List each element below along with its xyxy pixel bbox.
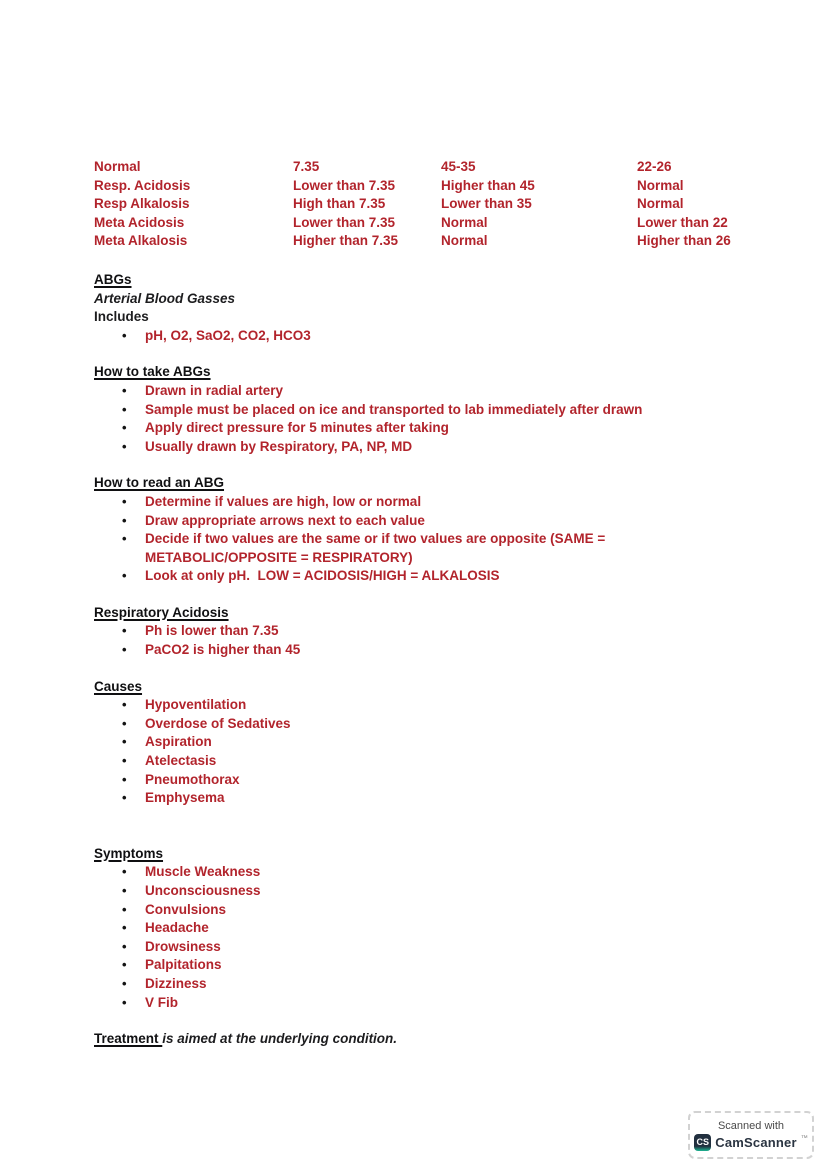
section-respiratory-acidosis (94, 604, 762, 660)
table-cell: 7.35 (293, 159, 320, 174)
list-item: • Atelectasis (94, 752, 762, 771)
list-item: • Look at only pH. LOW = ACIDOSIS/HIGH = ALKALOSIS (94, 567, 742, 586)
bullet-icon: • (122, 901, 127, 917)
table-cell: Normal (637, 196, 684, 212)
table-row (94, 177, 762, 196)
table-row (94, 195, 762, 214)
section-how-to-read-abg (94, 474, 762, 586)
table-cell: Lower than 7.35 (293, 214, 396, 230)
list-item: • Ph is lower than 7.35 (94, 622, 762, 641)
bullet-icon: • (122, 938, 127, 954)
section-heading-how-to-take: How to take ABGs (94, 364, 211, 380)
list-item: • Drawn in radial artery (94, 382, 762, 401)
section-treatment (94, 1030, 762, 1049)
table-cell: Higher than 26 (637, 233, 731, 249)
abgs-list (94, 327, 762, 346)
list-item: • V Fib (94, 994, 762, 1013)
section-heading-abgs: ABGs (94, 271, 132, 287)
list-item: • Overdose of Sedatives (94, 715, 762, 734)
table-cell: 45-35 (441, 159, 476, 174)
list-item: • Apply direct pressure for 5 minutes after taking (94, 419, 762, 438)
list-item: • Dizziness (94, 975, 762, 994)
table-cell: High than 7.35 (293, 196, 386, 212)
list-item: • Emphysema (94, 789, 762, 808)
bullet-icon: • (122, 957, 127, 973)
bullet-icon: • (122, 790, 127, 806)
abg-values-table (94, 158, 762, 251)
list-item: • Palpitations (94, 956, 762, 975)
table-cell: Higher than 7.35 (293, 233, 399, 249)
camscanner-watermark (688, 1111, 814, 1159)
table-cell: Resp. Acidosis (94, 177, 191, 193)
list-item: • Determine if values are high, low or normal (94, 493, 742, 512)
section-symptoms (94, 845, 762, 1012)
section-heading-respiratory-acidosis: Respiratory Acidosis (94, 604, 229, 620)
bullet-icon: • (122, 382, 127, 398)
section-heading-causes: Causes (94, 678, 143, 694)
list-item: • Convulsions (94, 901, 762, 920)
table-cell: Lower than 7.35 (293, 177, 396, 193)
table-cell: Resp Alkalosis (94, 196, 190, 212)
table-row (94, 232, 762, 251)
table-cell: 22-26 (637, 159, 672, 174)
scanned-with-label: Scanned with (717, 1119, 785, 1132)
list-item: • Decide if two values are the same or if two values are opposite (SAME = METABOLIC/OPPOSITE = RESPIRATORY) (122, 531, 610, 565)
table-cell: Meta Alkalosis (94, 233, 188, 249)
bullet-icon: • (122, 753, 127, 769)
list-item: • Headache (94, 919, 762, 938)
bullet-icon: • (122, 327, 127, 343)
bullet-icon: • (122, 697, 127, 713)
bullet-icon: • (122, 771, 127, 787)
section-causes (94, 678, 762, 808)
bullet-icon: • (122, 493, 127, 509)
document-content (94, 158, 762, 1049)
bullet-icon: • (122, 512, 127, 528)
camscanner-app-name: CamScanner (715, 1134, 797, 1150)
section-abgs (94, 271, 762, 345)
table-cell: Lower than 22 (637, 214, 728, 230)
list-item: • Pneumothorax (94, 771, 762, 790)
trademark-symbol: ™ (800, 1134, 808, 1142)
camscanner-brand-row (694, 1134, 807, 1151)
treatment-text: is aimed at the underlying condition. (162, 1031, 398, 1047)
respiratory-acidosis-list (94, 622, 762, 659)
abgs-includes-label: Includes (94, 309, 149, 325)
list-item: • PaCO2 is higher than 45 (94, 641, 762, 660)
bullet-icon: • (122, 420, 127, 436)
section-heading-symptoms: Symptoms (94, 845, 164, 861)
table-cell: Normal (441, 233, 488, 249)
table-cell: Lower than 35 (441, 196, 532, 212)
bullet-icon: • (122, 623, 127, 639)
list-item: • pH, O2, SaO2, CO2, HCO3 (94, 327, 762, 346)
table-cell: Higher than 45 (441, 177, 535, 193)
bullet-icon: • (122, 734, 127, 750)
table-cell: Normal (637, 177, 684, 193)
list-item: • Unconsciousness (94, 882, 762, 901)
list-item: • Aspiration (94, 733, 762, 752)
table-row (94, 158, 762, 177)
table-cell: Meta Acidosis (94, 214, 185, 230)
how-to-read-list (94, 493, 742, 586)
bullet-icon: • (122, 994, 127, 1010)
list-item: • Hypoventilation (94, 696, 762, 715)
bullet-icon: • (122, 883, 127, 898)
bullet-icon: • (122, 438, 127, 454)
list-item: • Usually drawn by Respiratory, PA, NP, MD (94, 438, 762, 457)
bullet-icon: • (122, 568, 127, 584)
camscanner-logo-icon: CS (694, 1134, 711, 1151)
table-row (94, 214, 762, 233)
list-item: • Drowsiness (94, 938, 762, 957)
table-cell: Normal (441, 214, 488, 230)
section-how-to-take-abgs (94, 363, 762, 456)
bullet-icon: • (122, 920, 127, 936)
bullet-icon: • (122, 642, 127, 658)
bullet-icon: • (122, 715, 127, 731)
list-item: • Draw appropriate arrows next to each value (94, 512, 742, 531)
bullet-icon: • (122, 864, 127, 880)
bullet-icon: • (122, 531, 127, 547)
abgs-subtitle: Arterial Blood Gasses (94, 290, 236, 306)
bullet-icon: • (122, 401, 127, 417)
list-item: • Sample must be placed on ice and transported to lab immediately after drawn (94, 401, 762, 420)
table-cell: Normal (94, 159, 141, 174)
how-to-take-list (94, 382, 762, 456)
symptoms-list (94, 863, 762, 1012)
bullet-icon: • (122, 975, 127, 991)
section-heading-how-to-read: How to read an ABG (94, 475, 225, 491)
causes-list (94, 696, 762, 808)
list-item: • Muscle Weakness (94, 863, 762, 882)
treatment-heading: Treatment (94, 1031, 163, 1047)
